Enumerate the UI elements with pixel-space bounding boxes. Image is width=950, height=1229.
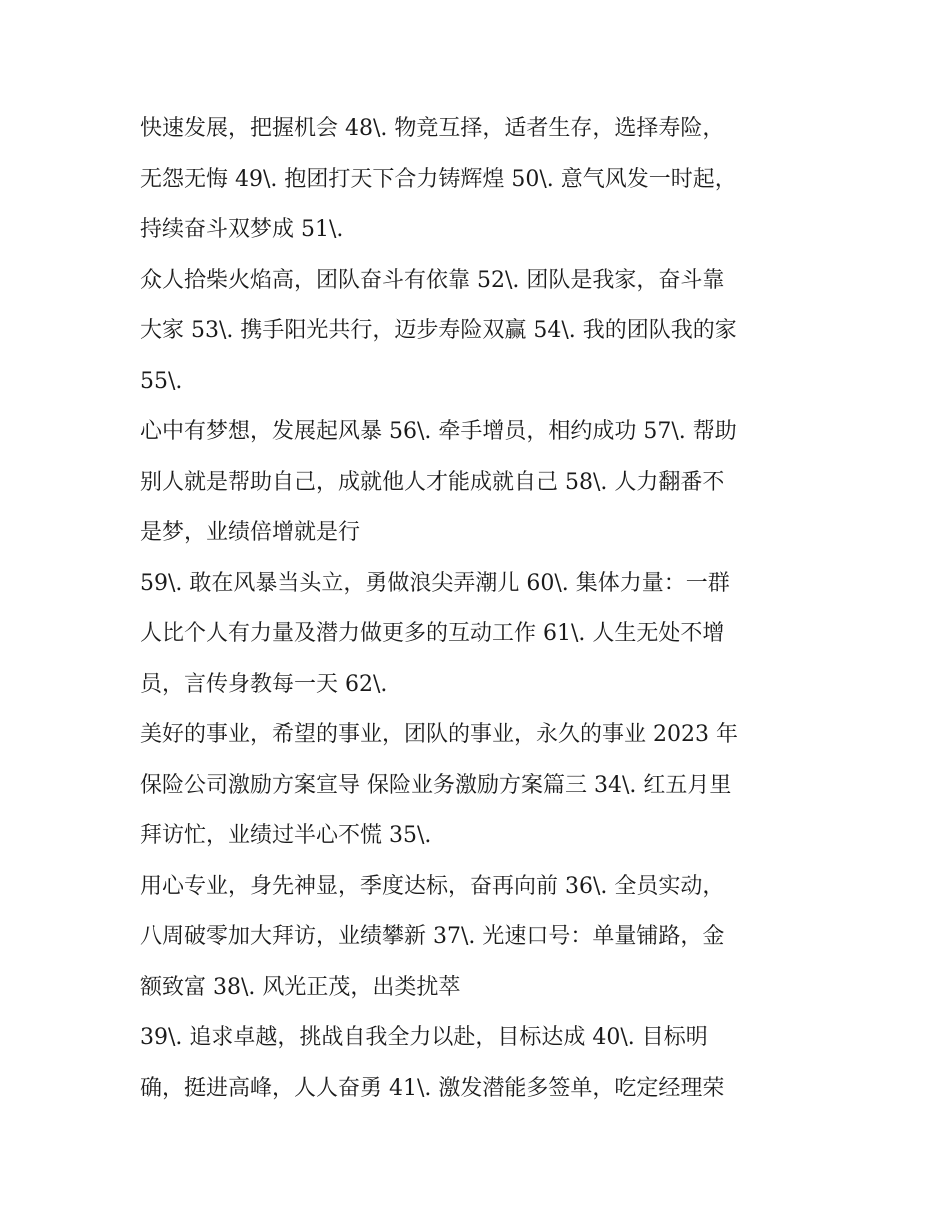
text-line: 无怨无悔 49\. 抱团打天下合力铸辉煌 50\. 意气风发一时起， [140, 166, 737, 192]
text-line: 保险公司激励方案宣导 保险业务激励方案篇三 34\. 红五月里 [140, 772, 732, 798]
text-line: 用心专业，身先神显，季度达标，奋再向前 36\. 全员实动， [140, 873, 725, 899]
text-line: 是梦，业绩倍增就是行 [140, 520, 361, 545]
text-line: 员，言传身教每一天 62\. [140, 671, 388, 697]
text-line: 确，挺进高峰，人人奋勇 41\. 激发潜能多签单，吃定经理荣 [140, 1075, 725, 1101]
text-line: 别人就是帮助自己，成就他人才能成就自己 58\. 人力翻番不 [140, 469, 725, 495]
text-line: 人比个人有力量及潜力做更多的互动工作 61\. 人生无处不增 [140, 621, 725, 646]
text-line: 八周破零加大拜访，业绩攀新 37\. 光速口号：单量铺路，金 [140, 924, 725, 949]
text-line: 额致富 38\. 风光正茂，出类扰萃 [140, 974, 461, 1000]
text-line: 快速发展，把握机会 48\. 物竞互择，适者生存，选择寿险， [140, 116, 725, 141]
text-line: 大家 53\. 携手阳光共行，迈步寿险双赢 54\. 我的团队我的家 [140, 318, 737, 343]
text-line: 心中有梦想，发展起风暴 56\. 牵手增员，相约成功 57\. 帮助 [140, 419, 737, 444]
text-line: 59\. 敢在风暴当头立，勇做浪尖弄潮儿 60\. 集体力量：一群 [140, 570, 730, 596]
document-body [140, 104, 800, 1114]
text-line: 美好的事业，希望的事业，团队的事业，永久的事业 2023 年 [140, 722, 738, 747]
text-line: 众人拾柴火焰高，团队奋斗有依靠 52\. 团队是我家，奋斗靠 [140, 267, 725, 293]
text-line: 55\. [140, 368, 183, 394]
text-line: 39\. 追求卓越，挑战自我全力以赴，目标达成 40\. 目标明 [140, 1025, 708, 1050]
text-line: 持续奋斗双梦成 51\. [140, 217, 344, 242]
text-line: 拜访忙，业绩过半心不慌 35\. [140, 823, 432, 848]
